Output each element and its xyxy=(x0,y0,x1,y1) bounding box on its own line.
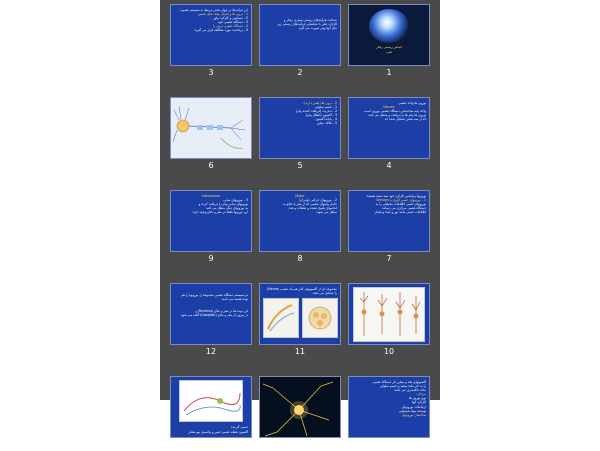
slide-11-content xyxy=(259,283,341,345)
slide-text: 1 - نورونهای حسی (آوران) Sensory xyxy=(376,198,426,203)
slide-thumbnail-8[interactable] xyxy=(259,190,341,265)
slide-text: Interneuron xyxy=(201,194,221,198)
slide-text: اطلاعات حسی مانند نور و صدا و فشار xyxy=(374,210,426,215)
slide-15-content xyxy=(170,376,252,438)
slide-number: 15 xyxy=(205,440,217,449)
slide-title: اساس زیستی رفتار xyxy=(376,45,402,49)
slide-number: 5 xyxy=(297,161,303,170)
slide-text: نورون ها واحد عصبی xyxy=(398,101,426,105)
slide-text: این نورونها فقط در مغز و نخاع وجود دارند xyxy=(192,210,248,215)
slide-text: 3 - آکسون (انتقال پیام) xyxy=(305,113,337,118)
neuron-diagram-image xyxy=(171,98,251,158)
slide-thumbnail-4[interactable] xyxy=(348,97,430,172)
slide-number: 1 xyxy=(386,68,392,77)
neuron-network-image xyxy=(259,380,337,438)
slide-thumbnail-12[interactable] xyxy=(170,283,252,358)
brain-image xyxy=(369,9,409,43)
slide-text: 2 - سیناپس و کارکرد بیاور xyxy=(213,16,248,21)
slide-5-content xyxy=(259,97,341,159)
slide-text: واحد پایه ساختمانی دستگاه عصبی نورون است xyxy=(364,109,426,114)
slide-text: آکسونهای بلند و میلین دار دستگاه عصبی xyxy=(372,380,426,384)
slide-10-content xyxy=(348,283,430,345)
slide-text: شناخت فرآیندهای زیستی سیاری رفتار و xyxy=(283,18,337,22)
slide-number: 9 xyxy=(208,254,214,263)
slide-number: 6 xyxy=(208,161,214,170)
slide-thumbnail-1[interactable] xyxy=(348,4,430,79)
slide-text: حسی گیرنده xyxy=(231,425,248,429)
slide-text: منتقل می شوند xyxy=(316,210,337,215)
slide-text: این فرآیندها در چهار بخش مرتبط به سیستم عصبی: xyxy=(179,8,248,12)
slide-number: 7 xyxy=(386,254,392,263)
slide-text: ماده خاکستری می نامند xyxy=(394,388,426,393)
slide-text: کارکرد آنها xyxy=(412,400,426,405)
slide-text: 1 - جسم سلولی xyxy=(314,105,337,110)
slide-2-content xyxy=(259,4,341,66)
slide-text: 2 - نورونهای حرکتی (وابران) xyxy=(298,198,337,203)
slide-text: اندامهای پاسخ دهنده و عضلات و غدد xyxy=(288,206,337,211)
slide-text: Motor xyxy=(295,194,305,198)
slide-number: 13 xyxy=(383,440,395,449)
slide-text: که از سه بخش تشکیل شده اند xyxy=(384,117,426,122)
slide-3-content xyxy=(170,4,252,66)
slide-9-content xyxy=(170,190,252,252)
slide-text: 4 - پایانه آکسون xyxy=(315,117,337,122)
slide-thumbnail-9[interactable] xyxy=(170,190,252,265)
slide-text: نورون ها پیام ها را دریافت و منتقل می کنند xyxy=(368,113,426,118)
slide-7-content xyxy=(348,190,430,252)
slide-text: دستگاه عصبی مرکزی می رسانند xyxy=(381,206,426,211)
slide-text: Neuron xyxy=(383,105,395,110)
slide-text: در بیرون از مغز و نخاع (Ganglion) گفته می شود xyxy=(181,313,248,318)
slide-text: نورونها براساس کارکرد خود سه دسته هستند: xyxy=(365,194,426,198)
slide-text: 5 - برداشت مورد مطالعه قرار می گیرند xyxy=(194,28,248,33)
slide-text: آکسون نقطه عصبی تغییر و پتانسیل بیو مقدار xyxy=(188,430,248,434)
slide-text: ارتباطات نورونهای xyxy=(401,404,426,409)
nerve-bundle-image xyxy=(302,298,338,338)
slide-text: 5 - غلاف میلین xyxy=(316,121,337,126)
slide-thumbnail-6[interactable] xyxy=(170,97,252,172)
slide-4-content xyxy=(348,97,430,159)
slide-text: دو سیستم دستگاه عصبی مجموعه ی نورونها را هم xyxy=(181,293,248,297)
slide-number: 3 xyxy=(208,68,214,77)
slide-text: نوع نورون ها xyxy=(408,396,426,401)
slide-thumbnail-7[interactable] xyxy=(348,190,430,265)
slide-thumbnail-3[interactable] xyxy=(170,4,252,79)
slide-text: کارکرد ذهن با شناسایی فرآیندهای زیستی زیر xyxy=(277,22,337,27)
slide-14-content xyxy=(259,376,341,438)
slide-number: 14 xyxy=(294,440,306,449)
slide-1-content xyxy=(348,4,430,66)
slide-number: 4 xyxy=(386,161,392,170)
slide-text: 1 - درون ها و اتصال مجدد های عصبی xyxy=(197,12,248,17)
slide-thumbnail-2[interactable] xyxy=(259,4,341,79)
sensory-receptor-image xyxy=(179,380,243,422)
slide-text: مراحل: xyxy=(416,392,426,397)
slide-text: نورونهای میانی پیام را دریافت کرده و xyxy=(198,202,248,207)
slide-grid xyxy=(170,4,430,451)
slide-text: 3 - نورونهای میانی xyxy=(223,198,248,203)
neuron-types-image xyxy=(353,287,425,342)
slide-8-content xyxy=(259,190,341,252)
slide-number: 11 xyxy=(294,347,306,356)
slide-thumbnail-11[interactable] xyxy=(259,283,341,358)
slide-text: 2 - نرون ها (نقش دارند): xyxy=(303,101,337,105)
slide-text: بنای آنها بهتر صورت می گیرد xyxy=(298,26,337,31)
slide-number: 12 xyxy=(205,347,217,356)
slide-text: را تشکیل می دهند xyxy=(312,291,337,296)
slide-text: حامل پیامهای عصبی که از مغز یا نخاع به xyxy=(283,202,337,207)
slide-thumbnail-13[interactable] xyxy=(348,376,430,451)
slide-text: به نورونهای دیگر منتقل می کنند xyxy=(205,206,248,211)
slide-text: 4 - دستگاه عصبی درون زا xyxy=(212,24,248,29)
slide-subtitle: تغیی xyxy=(385,50,393,54)
slide-text: 3 - دستگاه عصبی خود xyxy=(217,20,248,25)
slide-text: را به نام ماده سفید و جسم سلولی xyxy=(379,384,426,389)
slide-thumbnail-5[interactable] xyxy=(259,97,341,172)
slide-number: 10 xyxy=(383,347,395,356)
slide-text: 2 - دندریت (دریافت کننده پیام) xyxy=(295,109,337,114)
slide-text: توده هسته می نامند xyxy=(221,297,248,302)
slide-text: توسعه مواد شیمیایی xyxy=(398,408,426,413)
slide-text: نورونهای حسی اطلاعات محیطی را به xyxy=(375,202,426,207)
slide-number: 2 xyxy=(297,68,303,77)
slide-text: مجموعه ای از آکسونهای کنار هم یک عصب (Nerve) xyxy=(267,287,337,291)
slide-text: ساختمان نورونهای xyxy=(401,412,426,417)
slide-sorter-panel xyxy=(160,0,440,449)
slide-thumbnail-10[interactable] xyxy=(348,283,430,358)
slide-number: 8 xyxy=(297,254,303,263)
slide-thumbnail-14[interactable] xyxy=(259,376,341,451)
slide-13-content xyxy=(348,376,430,438)
nerve-image xyxy=(263,298,299,338)
slide-text: این توده ها در مغز و نخاع (Nucleus) و xyxy=(195,309,248,314)
slide-6-content xyxy=(170,97,252,159)
slide-12-content xyxy=(170,283,252,345)
slide-thumbnail-15[interactable] xyxy=(170,376,252,451)
